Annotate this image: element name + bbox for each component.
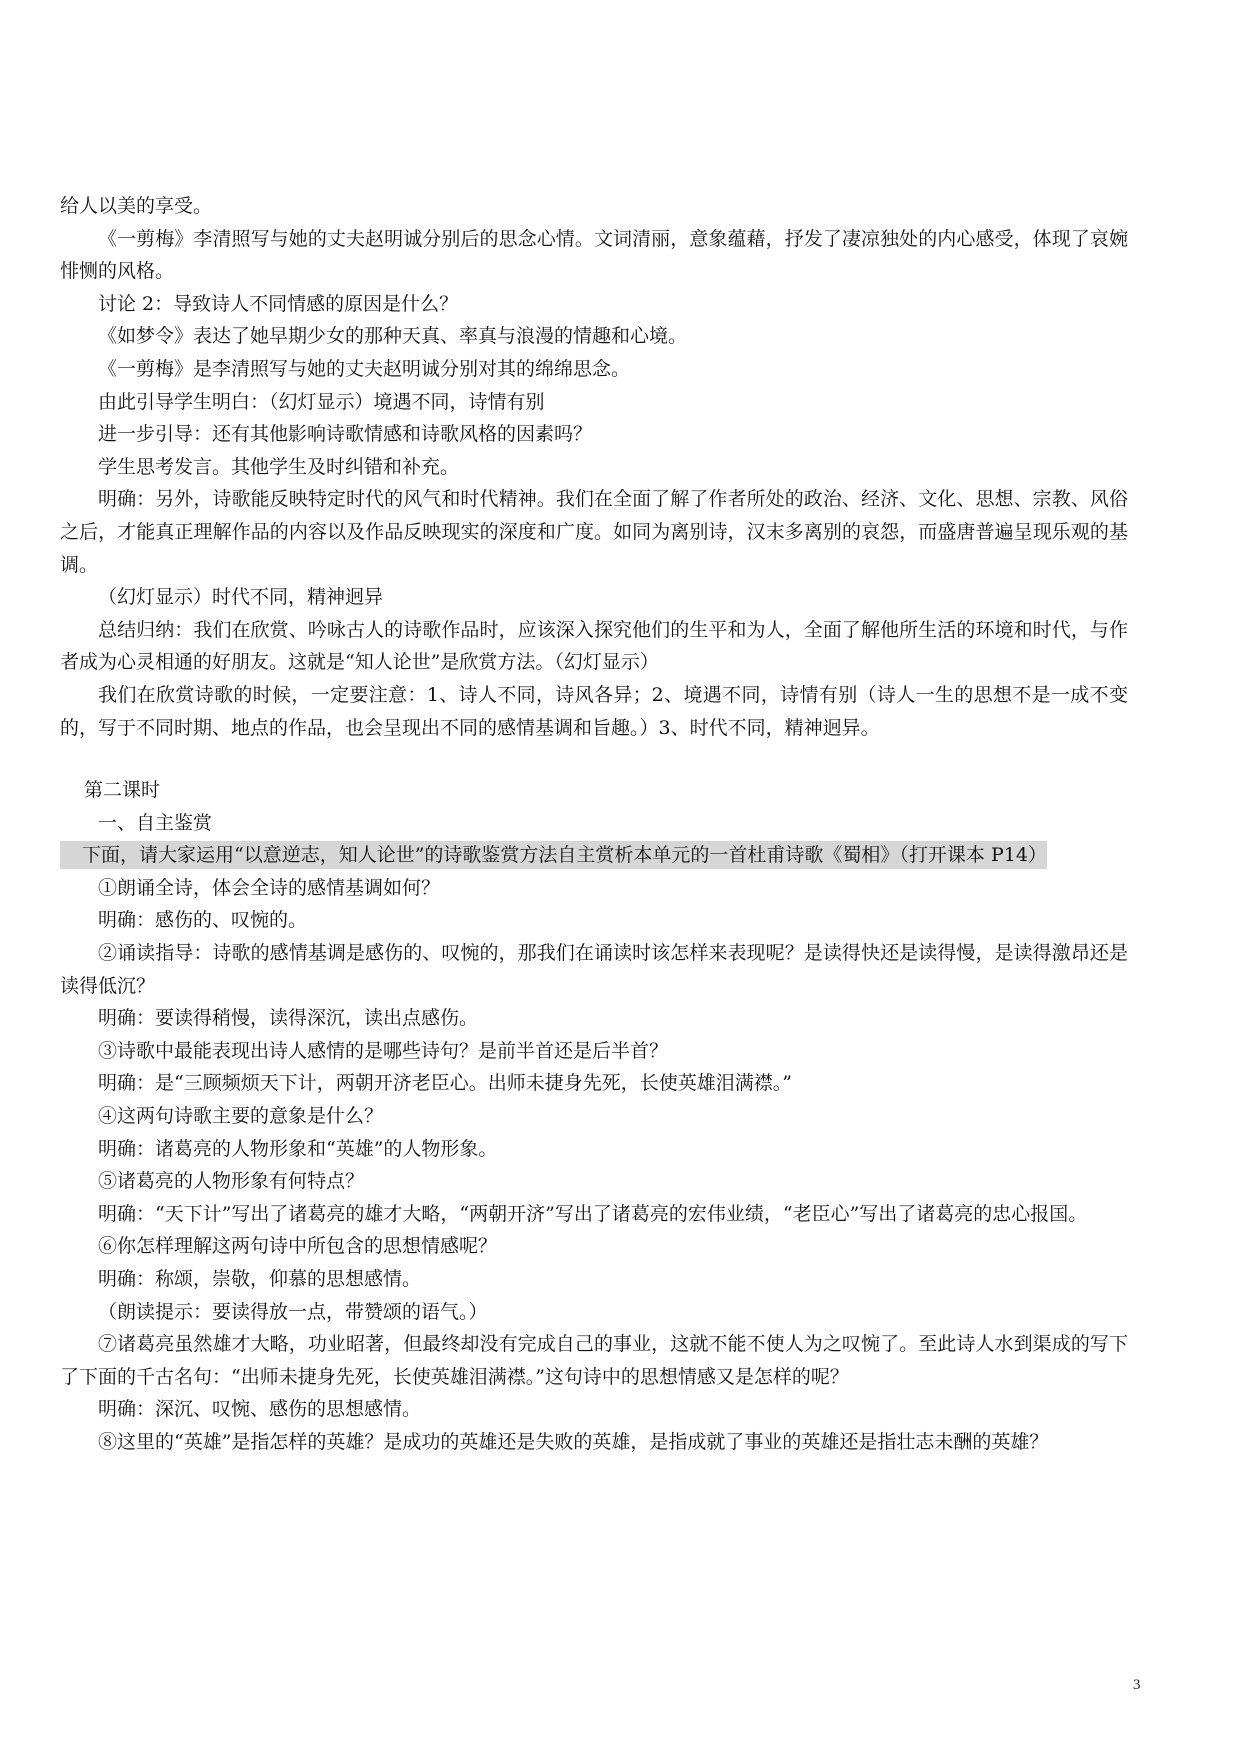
highlighted-text: 下面，请大家运用“以意逆志，知人论世”的诗歌鉴赏方法自主赏析本单元的一首杜甫诗歌《蜀相》（打开课本 P14） [82,844,1047,867]
paragraph: 学生思考发言。其他学生及时纠错和补充。 [98,455,460,478]
subsection-heading: 一、自主鉴赏 [98,811,213,834]
paragraph: 进一步引导：还有其他影响诗歌情感和诗歌风格的因素吗？ [98,423,593,446]
page-number: 3 [1133,1677,1141,1693]
paragraph: 明确：诸葛亮的人物形象和“英雄”的人物形象。 [98,1137,498,1160]
highlight-span [60,841,1047,869]
section-heading: 第二课时 [84,779,161,802]
paragraph: 我们在欣赏诗歌的时候，一定要注意：1、诗人不同，诗风各异；2、境遇不同，诗情有别（诗人一生的思想不是一成不变的，写于不同时期、地点的作品，也会呈现出不同的感情基调和旨趣。）3、时代不同，精神迥异。 [60,683,1128,739]
paragraph: 明确：称颂，崇敬，仰慕的思想感情。 [98,1268,422,1290]
paragraph: 明确：要读得稍慢，读得深沉，读出点感伤。 [98,1007,479,1030]
paragraph: 给人以美的享受。 [60,195,213,217]
paragraph: ⑤诸葛亮的人物形象有何特点？ [98,1170,365,1193]
paragraph: 明确：是“三顾频烦天下计，两朝开济老臣心。出师未捷身先死，长使英雄泪满襟。” [98,1072,792,1095]
paragraph: （幻灯显示）时代不同，精神迥异 [98,586,384,609]
paragraph: 明确：深沉、叹惋、感伤的思想感情。 [98,1398,422,1421]
paragraph: ①朗诵全诗，体会全诗的感情基调如何？ [98,876,441,899]
paragraph: ②诵读指导：诗歌的感情基调是感伤的、叹惋的，那我们在诵读时该怎样来表现呢？是读得快还是读得慢，是读得激昂还是读得低沉？ [60,942,1128,997]
highlighted-paragraph [60,839,1128,872]
paragraph: 明确：另外，诗歌能反映特定时代的风气和时代精神。我们在全面了解了作者所处的政治、经济、文化、思想、宗教、风俗之后，才能真正理解作品的内容以及作品反映现实的深度和广度。如同为离别诗，汉末多离别的哀怨，而盛唐普遍呈现乐观的基调。 [60,488,1128,576]
paragraph: 明确：“天下计”写出了诸葛亮的雄才大略，“两朝开济”写出了诸葛亮的宏伟业绩，“老臣心”写出了诸葛亮的忠心报国。 [98,1202,1088,1225]
paragraph: 由此引导学生明白：（幻灯显示）境遇不同，诗情有别 [98,390,545,413]
paragraph: 《一剪梅》李清照写与她的丈夫赵明诚分别后的思念心情。文词清丽，意象蕴藉，抒发了凄凉独处的内心感受，体现了哀婉悱恻的风格。 [60,227,1128,283]
paragraph: 《如梦令》表达了她早期少女的那种天真、率真与浪漫的情趣和心境。 [98,325,688,348]
paragraph: 讨论 2：导致诗人不同情感的原因是什么？ [98,292,459,315]
paragraph: 《一剪梅》是李清照写与她的丈夫赵明诚分别对其的绵绵思念。 [98,357,631,380]
document-body [60,190,1128,1459]
paragraph: 总结归纳：我们在欣赏、吟咏古人的诗歌作品时，应该深入探究他们的生平和为人，全面了解他所生活的环境和时代，与作者成为心灵相通的好朋友。这就是“知人论世”是欣赏方法。（幻灯显示） [60,618,1128,674]
paragraph: ③诗歌中最能表现出诗人感情的是哪些诗句？是前半首还是后半首？ [98,1039,669,1062]
paragraph: （朗读提示：要读得放一点，带赞颂的语气。） [98,1300,488,1323]
paragraph: 明确：感伤的、叹惋的。 [98,909,308,932]
paragraph: ⑦诸葛亮虽然雄才大略，功业昭著，但最终却没有完成自己的事业，这就不能不使人为之叹惋了。至此诗人水到渠成的写下了下面的千古名句：“出师未捷身先死，长使英雄泪满襟。”这句诗中的思想情感又是怎样的呢？ [60,1333,1128,1388]
paragraph: ⑧这里的“英雄”是指怎样的英雄？是成功的英雄还是失败的英雄，是指成就了事业的英雄还是指壮志未酬的英雄？ [98,1430,1049,1453]
paragraph: ④这两句诗歌主要的意象是什么？ [98,1105,384,1128]
paragraph: ⑥你怎样理解这两句诗中所包含的思想情感呢？ [98,1235,498,1258]
